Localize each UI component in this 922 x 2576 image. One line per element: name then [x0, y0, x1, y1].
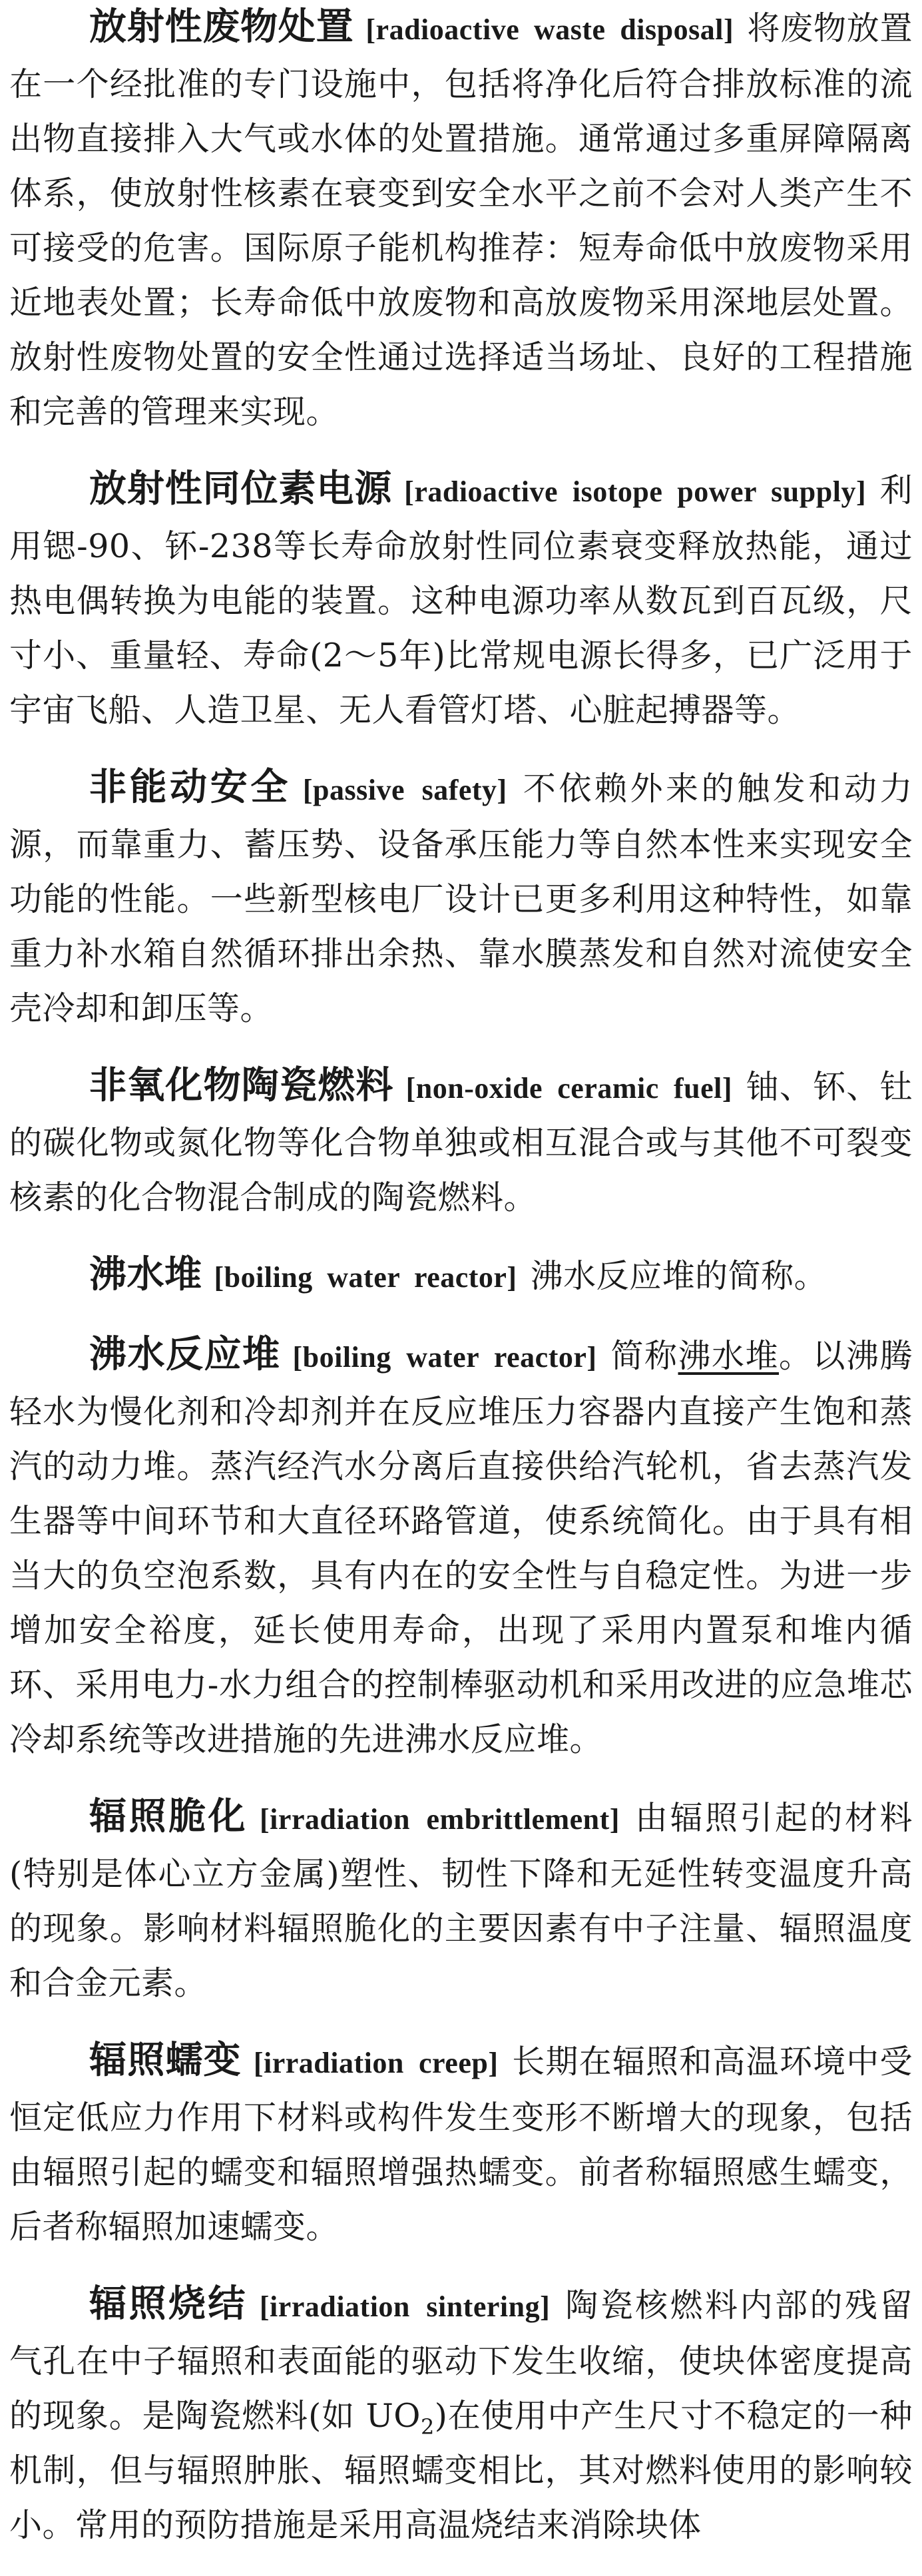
entry-radioactive-isotope-power-supply	[9, 462, 913, 738]
entry-definition: 铀、钚、钍的碳化物或氮化物等化合物单独或相互混合或与其他不可裂变核素的化合物混合制成的陶瓷燃料。	[9, 1068, 913, 1216]
entry-non-oxide-ceramic-fuel	[9, 1059, 913, 1225]
entry-definition: 利用锶-90、钚-238等长寿命放射性同位素衰变释放热能，通过热电偶转换为电能的装置。这种电源功率从数瓦到百瓦级，尺寸小、重量轻、寿命(2～5年)比常规电源长得多，已广泛用于宇宙飞船、人造卫星、无人看管灯塔、心脏起搏器等。	[9, 471, 913, 729]
entry-term: 非能动安全	[89, 766, 291, 809]
entry-term: 沸水堆	[89, 1253, 202, 1296]
entry-passive-safety	[9, 760, 913, 1036]
entry-term: 辐照蠕变	[89, 2039, 242, 2082]
entry-definition: 。以沸腾轻水为慢化剂和冷却剂并在反应堆压力容器内直接产生饱和蒸汽的动力堆。蒸汽经汽水分离后直接供给汽轮机，省去蒸汽发生器等中间环节和大直径环路管道，使系统简化。由于具有相当大的负空泡系数，具有内在的安全性与自稳定性。为进一步增加安全裕度，延长使用寿命，出现了采用内置泵和堆内循环、采用电力-水力组合的控制棒驱动机和采用改进的应急堆芯冷却系统等改进措施的先进沸水反应堆。	[9, 1337, 913, 1758]
entry-paragraph	[9, 0, 913, 439]
entry-term: 沸水反应堆	[89, 1333, 281, 1376]
entry-paragraph	[9, 760, 913, 1036]
entry-boiling-water-reactor	[9, 1328, 913, 1767]
entry-english-term: [non-oxide ceramic fuel]	[405, 1072, 732, 1105]
entry-english-term: [boiling water reactor]	[214, 1261, 517, 1294]
entry-definition: 将废物放置在一个经批准的专门设施中，包括将净化后符合排放标准的流出物直接排入大气或水体的处置措施。通常通过多重屏障隔离体系，使放射性核素在衰变到安全水平之前不会对人类产生不可接受的危害。国际原子能机构推荐：短寿命低中放废物采用近地表处置；长寿命低中放废物和高放废物采用深地层处置。放射性废物处置的安全性通过选择适当场址、良好的工程措施和完善的管理来实现。	[9, 9, 913, 431]
entry-paragraph	[9, 2277, 913, 2553]
entry-paragraph	[9, 1328, 913, 1767]
entry-paragraph	[9, 462, 913, 738]
cross-reference-link[interactable]: 沸水堆	[678, 1337, 780, 1375]
entry-term: 放射性同位素电源	[89, 467, 393, 511]
entry-paragraph	[9, 1059, 913, 1225]
entry-term: 辐照脆化	[89, 1795, 248, 1838]
entry-english-term: [radioactive isotope power supply]	[404, 475, 867, 508]
entry-definition: 由辐照引起的材料(特别是体心立方金属)塑性、韧性下降和无延性转变温度升高的现象。影响材料辐照脆化的主要因素有中子注量、辐照温度和合金元素。	[9, 1799, 913, 2002]
entry-definition: 长期在辐照和高温环境中受恒定低应力作用下材料或构件发生变形不断增大的现象，包括由辐照引起的蠕变和辐照增强热蠕变。前者称辐照感生蠕变，后者称辐照加速蠕变。	[9, 2043, 913, 2246]
entry-irradiation-embrittlement	[9, 1790, 913, 2011]
entry-english-term: [irradiation sintering]	[259, 2290, 551, 2323]
entry-paragraph	[9, 1790, 913, 2011]
entry-definition-lead: 陶瓷核燃料内部的残留气孔在中子辐照和表面能的驱动下发生收缩，使块体密度提高的现象。是陶瓷燃料(如 UO	[9, 2286, 913, 2435]
entry-irradiation-creep	[9, 2033, 913, 2254]
entry-english-term: [irradiation creep]	[253, 2047, 499, 2079]
entry-english-term: [boiling water reactor]	[292, 1341, 597, 1374]
entry-paragraph	[9, 2033, 913, 2254]
entry-definition: 沸水反应堆的简称。	[530, 1257, 827, 1295]
entry-definition-lead: 简称	[610, 1337, 678, 1375]
entry-definition: )在使用中产生尺寸不稳定的一种机制，但与辐照肿胀、辐照蠕变相比，其对燃料使用的影响较小。常用的预防措施是采用高温烧结来消除块体	[9, 2397, 913, 2544]
entry-paragraph	[9, 1248, 913, 1305]
entry-irradiation-sintering	[9, 2277, 913, 2553]
entry-term: 非氧化物陶瓷燃料	[89, 1064, 394, 1107]
chemical-subscript: 2	[420, 2414, 435, 2440]
entry-english-term: [irradiation embrittlement]	[260, 1803, 620, 1836]
entry-english-term: [radioactive waste disposal]	[365, 13, 734, 46]
entry-definition: 不依赖外来的触发和动力源，而靠重力、蓄压势、设备承压能力等自然本性来实现安全功能的性能。一些新型核电厂设计已更多利用这种特性，如靠重力补水箱自然循环排出余热、靠水膜蒸发和自然对流使安全壳冷却和卸压等。	[9, 770, 913, 1027]
entry-radioactive-waste-disposal	[9, 0, 913, 439]
entry-boiling-water-reactor-short	[9, 1248, 913, 1305]
entry-english-term: [passive safety]	[302, 774, 507, 806]
entry-term: 放射性废物处置	[89, 5, 354, 49]
entry-term: 辐照烧结	[89, 2282, 248, 2326]
